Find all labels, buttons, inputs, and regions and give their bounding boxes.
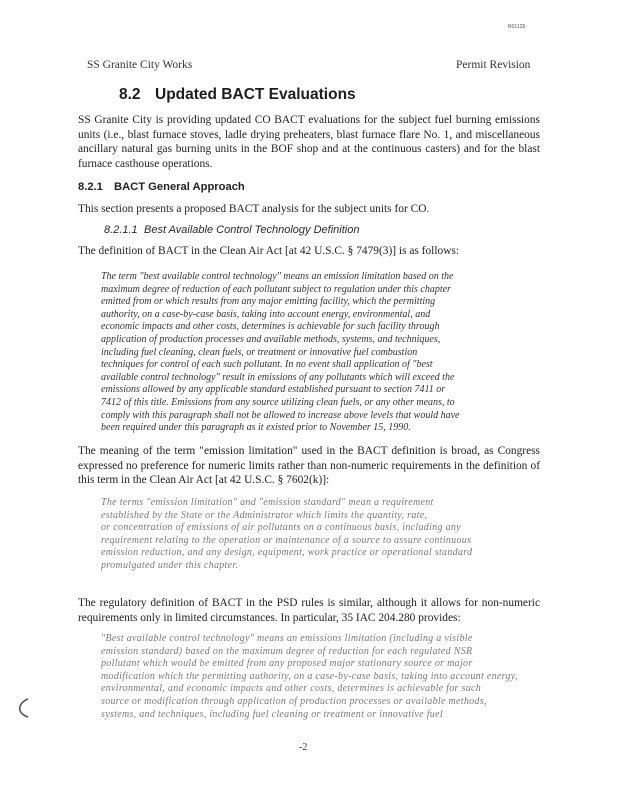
quote-line: emission standard) based on the maximum degree of reduction for each regulated NSR — [101, 645, 473, 657]
regulatory-paragraph: The regulatory definition of BACT in the PSD rules is similar, although it allows for non-numeric requirements only in limited circumstances. In particular, 35 IAC 204.280 provides: — [78, 597, 540, 624]
section-title: Updated BACT Evaluations — [155, 86, 356, 103]
quote-line: The terms "emission limitation" and "emission standard" mean a requirement — [101, 497, 434, 508]
quote-line: requirement relating to the operation or maintenance of a source to assure continuous — [101, 534, 472, 546]
quote-line: promulgated under this chapter. — [101, 559, 239, 571]
quote-line: or concentration of emissions of air pollutants on a continuous basis, including any — [101, 522, 461, 534]
intro-paragraph: SS Granite City is providing updated CO BACT evaluations for the subject fuel burning emissions units (i.e., blast furnace stoves, ladle drying preheaters, blast furnace flare No. 1, and miscellaneous ancillary natural gas burning units in the BOF shop and at the continuous casters) and for the blast furnace casthouse operations. — [78, 114, 540, 170]
section-heading — [119, 86, 356, 104]
definition-intro: The definition of BACT in the Clean Air Act [at 42 U.S.C. § 7479(3)] is as follows: — [78, 245, 460, 257]
psd-definition-quote — [101, 633, 525, 721]
scan-mark-icon — [14, 697, 36, 719]
quote-line: comply with this paragraph shall not be allowed to increase above levels that would have — [101, 409, 460, 421]
quote-line: emitted from or which results from any major emitting facility, which the permitting — [101, 296, 436, 308]
quote-line: systems, and techniques, including fuel cleaning or treatment or innovative fuel — [101, 708, 443, 720]
quote-line: source or modification through application of production processes or available methods, — [101, 695, 487, 707]
quote-line: available control technology" result in emissions of any pollutants which will exceed the — [101, 371, 455, 383]
quote-line: emissions allowed by any applicable standard established pursuant to section 7411 or — [101, 384, 446, 396]
document-stamp: R01128 — [508, 24, 526, 30]
quote-line: application of production processes and available methods, systems, and techniques, — [101, 333, 441, 345]
subsubsection-title: Best Available Control Technology Definition — [144, 224, 360, 236]
emission-limitation-quote — [101, 497, 525, 573]
subsubsection-heading — [104, 224, 359, 236]
quote-line: maximum degree of reduction of each pollutant subject to regulation under this chapter — [101, 283, 451, 295]
quote-line: emission reduction, and any design, equipment, work practice or operational standard — [101, 547, 473, 559]
quote-line: including fuel cleaning, clean fuels, or treatment or innovative fuel combustion — [101, 346, 418, 358]
meaning-paragraph: The meaning of the term "emission limitation" used in the BACT definition is broad, as Congress expressed no preference for numeric limits rather than non-numeric requirements in the definition of this term in the Clean Air Act [at 42 U.S.C. § 7602(k)]: — [78, 445, 540, 487]
quote-line: pollutant which would be emitted from any proposed major stationary source or major — [101, 658, 473, 670]
quote-line: 7412 of this title. Emissions from any source utilizing clean fuels, or any other means, to — [101, 396, 455, 408]
act-definition-quote — [101, 271, 525, 435]
quote-line: been required under this paragraph as it existed prior to November 15, 1990. — [101, 422, 411, 434]
approach-paragraph: This section presents a proposed BACT analysis for the subject units for CO. — [78, 203, 430, 215]
quote-line: The term "best available control technology" means an emission limitation based on the — [101, 271, 454, 282]
quote-line: techniques for control of each such pollutant. In no event shall application of "best — [101, 359, 433, 371]
subsection-heading — [78, 181, 245, 193]
quote-line: economic impacts and other costs, determines is achievable for such facility through — [101, 321, 440, 333]
section-number: 8.2 — [119, 86, 141, 103]
quote-line: authority, on a case-by-case basis, taking into account energy, environmental, and — [101, 308, 431, 320]
page-number: -2 — [299, 742, 308, 753]
header-doc-type: Permit Revision — [456, 59, 531, 71]
subsubsection-number: 8.2.1.1 — [104, 224, 138, 236]
subsection-title: BACT General Approach — [114, 181, 245, 193]
quote-line: "Best available control technology" means an emissions limitation (including a visible — [101, 633, 473, 644]
header-company: SS Granite City Works — [87, 59, 193, 71]
quote-line: established by the State or the Administrator which limits the quantity, rate, — [101, 509, 428, 521]
quote-line: modification which the permitting authority, on a case-by-case basis, taking into account energy, — [101, 670, 518, 682]
quote-line: environmental, and economic impacts and other costs, determines is achievable for such — [101, 683, 482, 695]
subsection-number: 8.2.1 — [78, 181, 103, 193]
